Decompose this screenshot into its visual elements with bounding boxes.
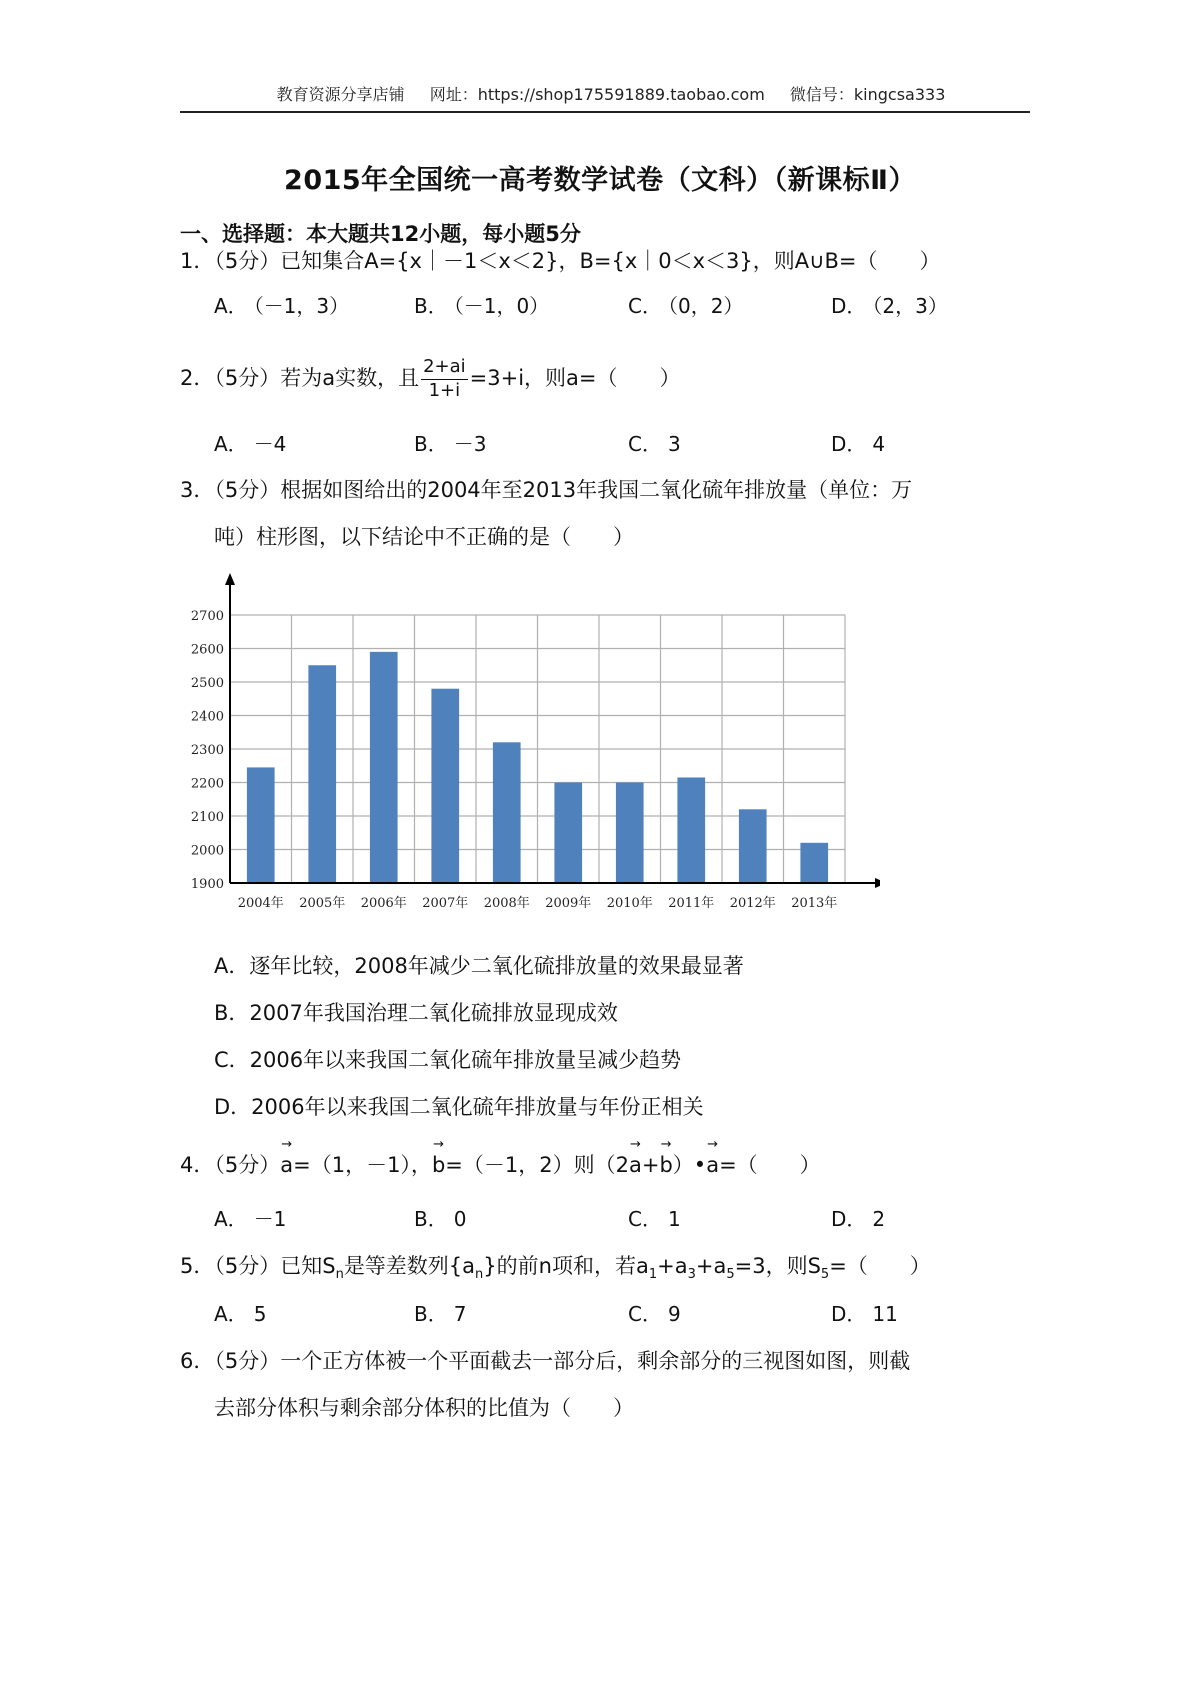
vector-b: → b [659, 1151, 672, 1177]
q4-option-c[interactable]: C． 1 [628, 1207, 681, 1231]
bar-2009年 [554, 783, 582, 884]
y-tick-label: 2700 [190, 609, 224, 624]
bar-2004年 [247, 767, 275, 883]
bar-2013年 [800, 843, 828, 883]
question-4: 4．（5分）→ a=（1，－1），→ b=（－1，2）则（2→ a+→ b）•→ a=（ ） [180, 1149, 821, 1179]
q4-option-a[interactable]: A． －1 [214, 1207, 287, 1231]
q1-option-b[interactable]: B． （－1，0） [414, 294, 550, 318]
y-tick-label: 2200 [190, 776, 224, 792]
question-1: 1．（5分）已知集合A={x｜－1＜x＜2}，B={x｜0＜x＜3}，则A∪B=（ ） [180, 249, 941, 273]
header-divider [180, 111, 1030, 113]
q4-option-d[interactable]: D． 2 [831, 1207, 886, 1231]
q1-option-d[interactable]: D． （2，3） [831, 294, 948, 318]
question-6-line-1: 6．（5分）一个正方体被一个平面截去一部分后，剩余部分的三视图如图，则截 [180, 1349, 911, 1373]
q2-option-d[interactable]: D． 4 [831, 432, 886, 456]
vector-b: → b [432, 1151, 445, 1177]
x-tick-label: 2009年 [545, 896, 592, 911]
y-tick-label: 2300 [190, 743, 224, 758]
x-tick-label: 2005年 [299, 896, 346, 911]
vector-a: → a [706, 1151, 719, 1177]
x-tick-label: 2011年 [668, 896, 715, 911]
header-wechat: 微信号：kingcsa333 [789, 85, 946, 104]
bar-2011年 [677, 777, 705, 883]
bar-2006年 [370, 652, 398, 883]
q3-option-b[interactable]: B．2007年我国治理二氧化硫排放显现成效 [214, 1001, 618, 1025]
vector-a: → a [280, 1151, 293, 1177]
q5-option-b[interactable]: B． 7 [414, 1302, 467, 1326]
bar-2008年 [493, 742, 521, 883]
fraction: $\frac{2+ai}{1+i}$ [423, 356, 466, 401]
question-2-options [214, 428, 1014, 458]
bar-2010年 [616, 783, 644, 884]
question-3-line-2: 吨）柱形图，以下结论中不正确的是（ ） [214, 525, 634, 549]
q3-option-a[interactable]: A．逐年比较，2008年减少二氧化硫排放量的效果最显著 [214, 954, 744, 978]
x-axis-arrow [875, 878, 880, 888]
vector-a: → a [629, 1151, 642, 1177]
question-2: 2．（5分）若为a实数，且 $\frac{2+ai}{1+i}$ =3+i，则a=（ ） [180, 356, 681, 401]
q5-option-d[interactable]: D． 11 [831, 1302, 898, 1326]
y-tick-label: 2500 [190, 676, 224, 691]
x-tick-label: 2004年 [237, 896, 284, 911]
y-tick-label: 2600 [190, 642, 224, 658]
page-header [180, 82, 1042, 105]
emission-bar-chart [180, 570, 880, 920]
bar-2007年 [431, 689, 459, 883]
header-shop: 教育资源分享店铺 [276, 85, 405, 104]
q3-option-c[interactable]: C．2006年以来我国二氧化硫年排放量呈减少趋势 [214, 1048, 682, 1072]
bar-2012年 [739, 809, 767, 883]
x-tick-label: 2010年 [606, 896, 653, 911]
section-heading: 一、选择题：本大题共12小题，每小题5分 [180, 222, 581, 246]
q1-option-c[interactable]: C． （0，2） [628, 294, 744, 318]
q1-option-a[interactable]: A． （－1，3） [214, 294, 350, 318]
q5-option-a[interactable]: A． 5 [214, 1302, 267, 1326]
x-tick-label: 2008年 [483, 896, 530, 911]
y-tick-label: 2000 [190, 843, 224, 859]
q4-option-b[interactable]: B． 0 [414, 1207, 467, 1231]
x-tick-label: 2012年 [729, 896, 776, 911]
y-tick-label: 1900 [190, 877, 224, 892]
y-axis-arrow [225, 573, 235, 585]
question-5-options [214, 1298, 1014, 1328]
y-tick-label: 2100 [190, 810, 224, 825]
header-url[interactable]: 网址：https://shop175591889.taobao.com [429, 85, 765, 104]
question-4-options [214, 1203, 1014, 1233]
question-3-line-1: 3．（5分）根据如图给出的2004年至2013年我国二氧化硫年排放量（单位：万 [180, 478, 913, 502]
question-5: 5．（5分）已知$S_n$是等差数列$\{a_n\}$的前n项和，若$a_1+a_3+a_5=3$，则$S_5=$（ ） [180, 1254, 931, 1283]
page-title: 2015年全国统一高考数学试卷（文科）（新课标Ⅱ） [284, 165, 916, 196]
x-tick-label: 2006年 [360, 896, 407, 911]
q2-option-a[interactable]: A． －4 [214, 432, 287, 456]
bar-2005年 [308, 665, 336, 883]
q3-option-d[interactable]: D．2006年以来我国二氧化硫年排放量与年份正相关 [214, 1095, 704, 1119]
q2-option-b[interactable]: B． －3 [414, 432, 487, 456]
question-1-options [214, 290, 1014, 320]
question-6-line-2: 去部分体积与剩余部分体积的比值为（ ） [214, 1396, 634, 1420]
q2-option-c[interactable]: C． 3 [628, 432, 681, 456]
q5-option-c[interactable]: C． 9 [628, 1302, 681, 1326]
x-tick-label: 2007年 [422, 896, 469, 911]
x-tick-label: 2013年 [791, 896, 838, 911]
y-tick-label: 2400 [190, 709, 224, 725]
